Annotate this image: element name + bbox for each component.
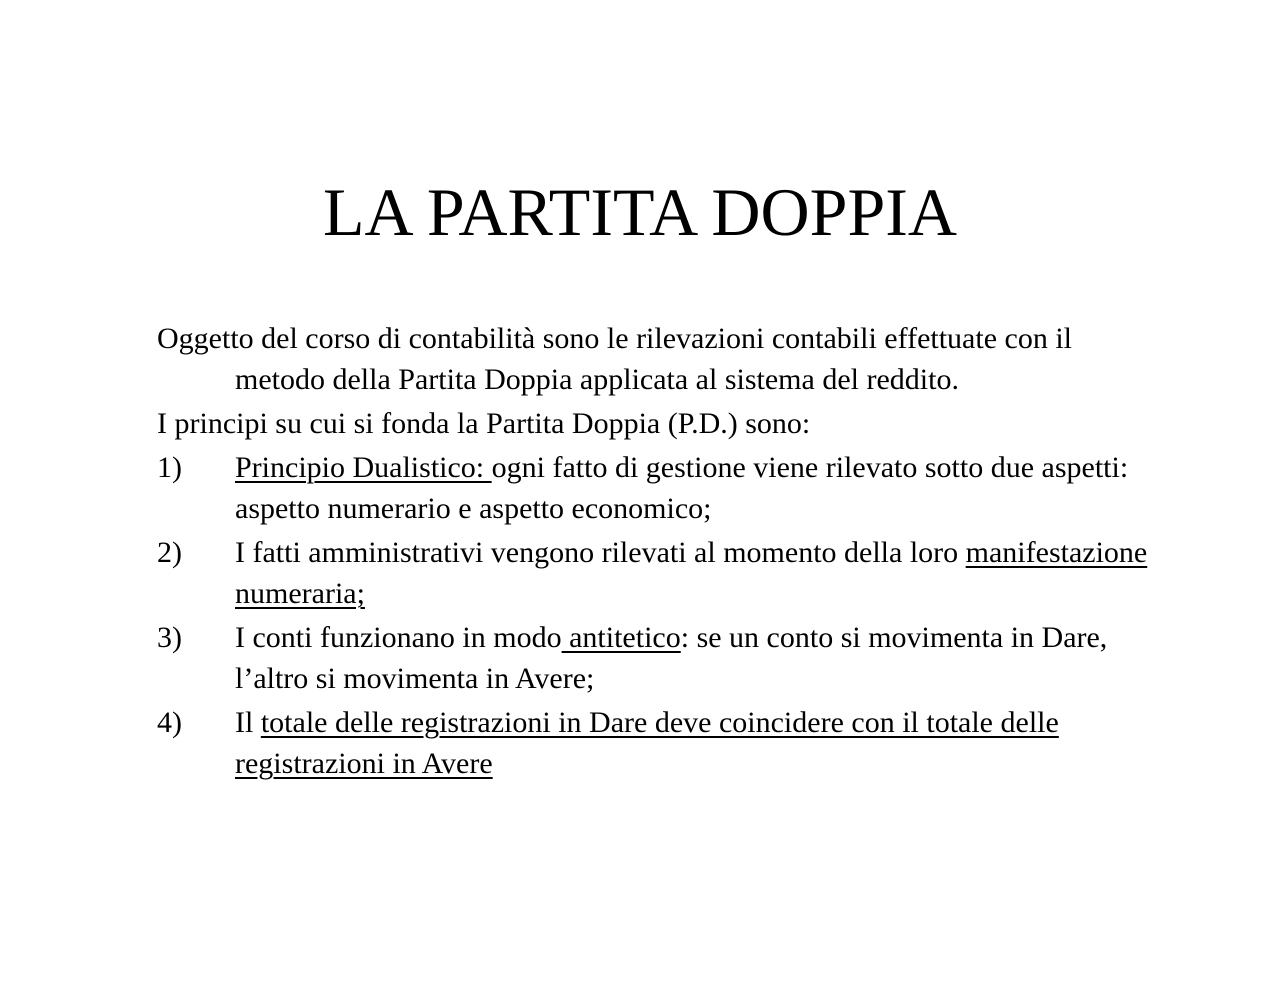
item-number: 3) xyxy=(157,621,182,654)
item-text: Il xyxy=(235,706,261,739)
underlined-text: manifestazione numeraria; xyxy=(235,536,1148,610)
principle-item-3 xyxy=(157,617,1157,699)
item-number: 1) xyxy=(157,451,182,484)
underlined-text: Principio Dualistico: xyxy=(235,451,492,484)
principle-item-4 xyxy=(157,702,1157,784)
principle-item-1 xyxy=(157,447,1157,529)
principles-intro: I principi su cui si fonda la Partita Doppia (P.D.) sono: xyxy=(157,407,811,440)
item-text: ogni fatto di gestione viene rilevato sotto due aspetti: aspetto numerario e aspetto economico; xyxy=(235,451,1129,525)
underlined-text: totale delle registrazioni in Dare deve coincidere con il totale delle registrazioni in Avere xyxy=(235,706,1059,780)
intro-paragraph: Oggetto del corso di contabilità sono le rilevazioni contabili effettuate con il metodo della Partita Doppia applicata al sistema del reddito. xyxy=(157,322,1072,396)
slide-title: LA PARTITA DOPPIA xyxy=(322,174,958,250)
slide-body xyxy=(157,318,1157,787)
item-text: I fatti amministrativi vengono rilevati al momento della loro xyxy=(235,536,966,569)
item-text: : se un conto si movimenta in Dare, l’altro si movimenta in Avere; xyxy=(235,621,1108,695)
item-number: 2) xyxy=(157,536,182,569)
underlined-text: antitetico xyxy=(561,621,681,654)
item-text: I conti funzionano in modo xyxy=(235,621,562,654)
item-number: 4) xyxy=(157,706,182,739)
principle-item-2 xyxy=(157,532,1157,614)
